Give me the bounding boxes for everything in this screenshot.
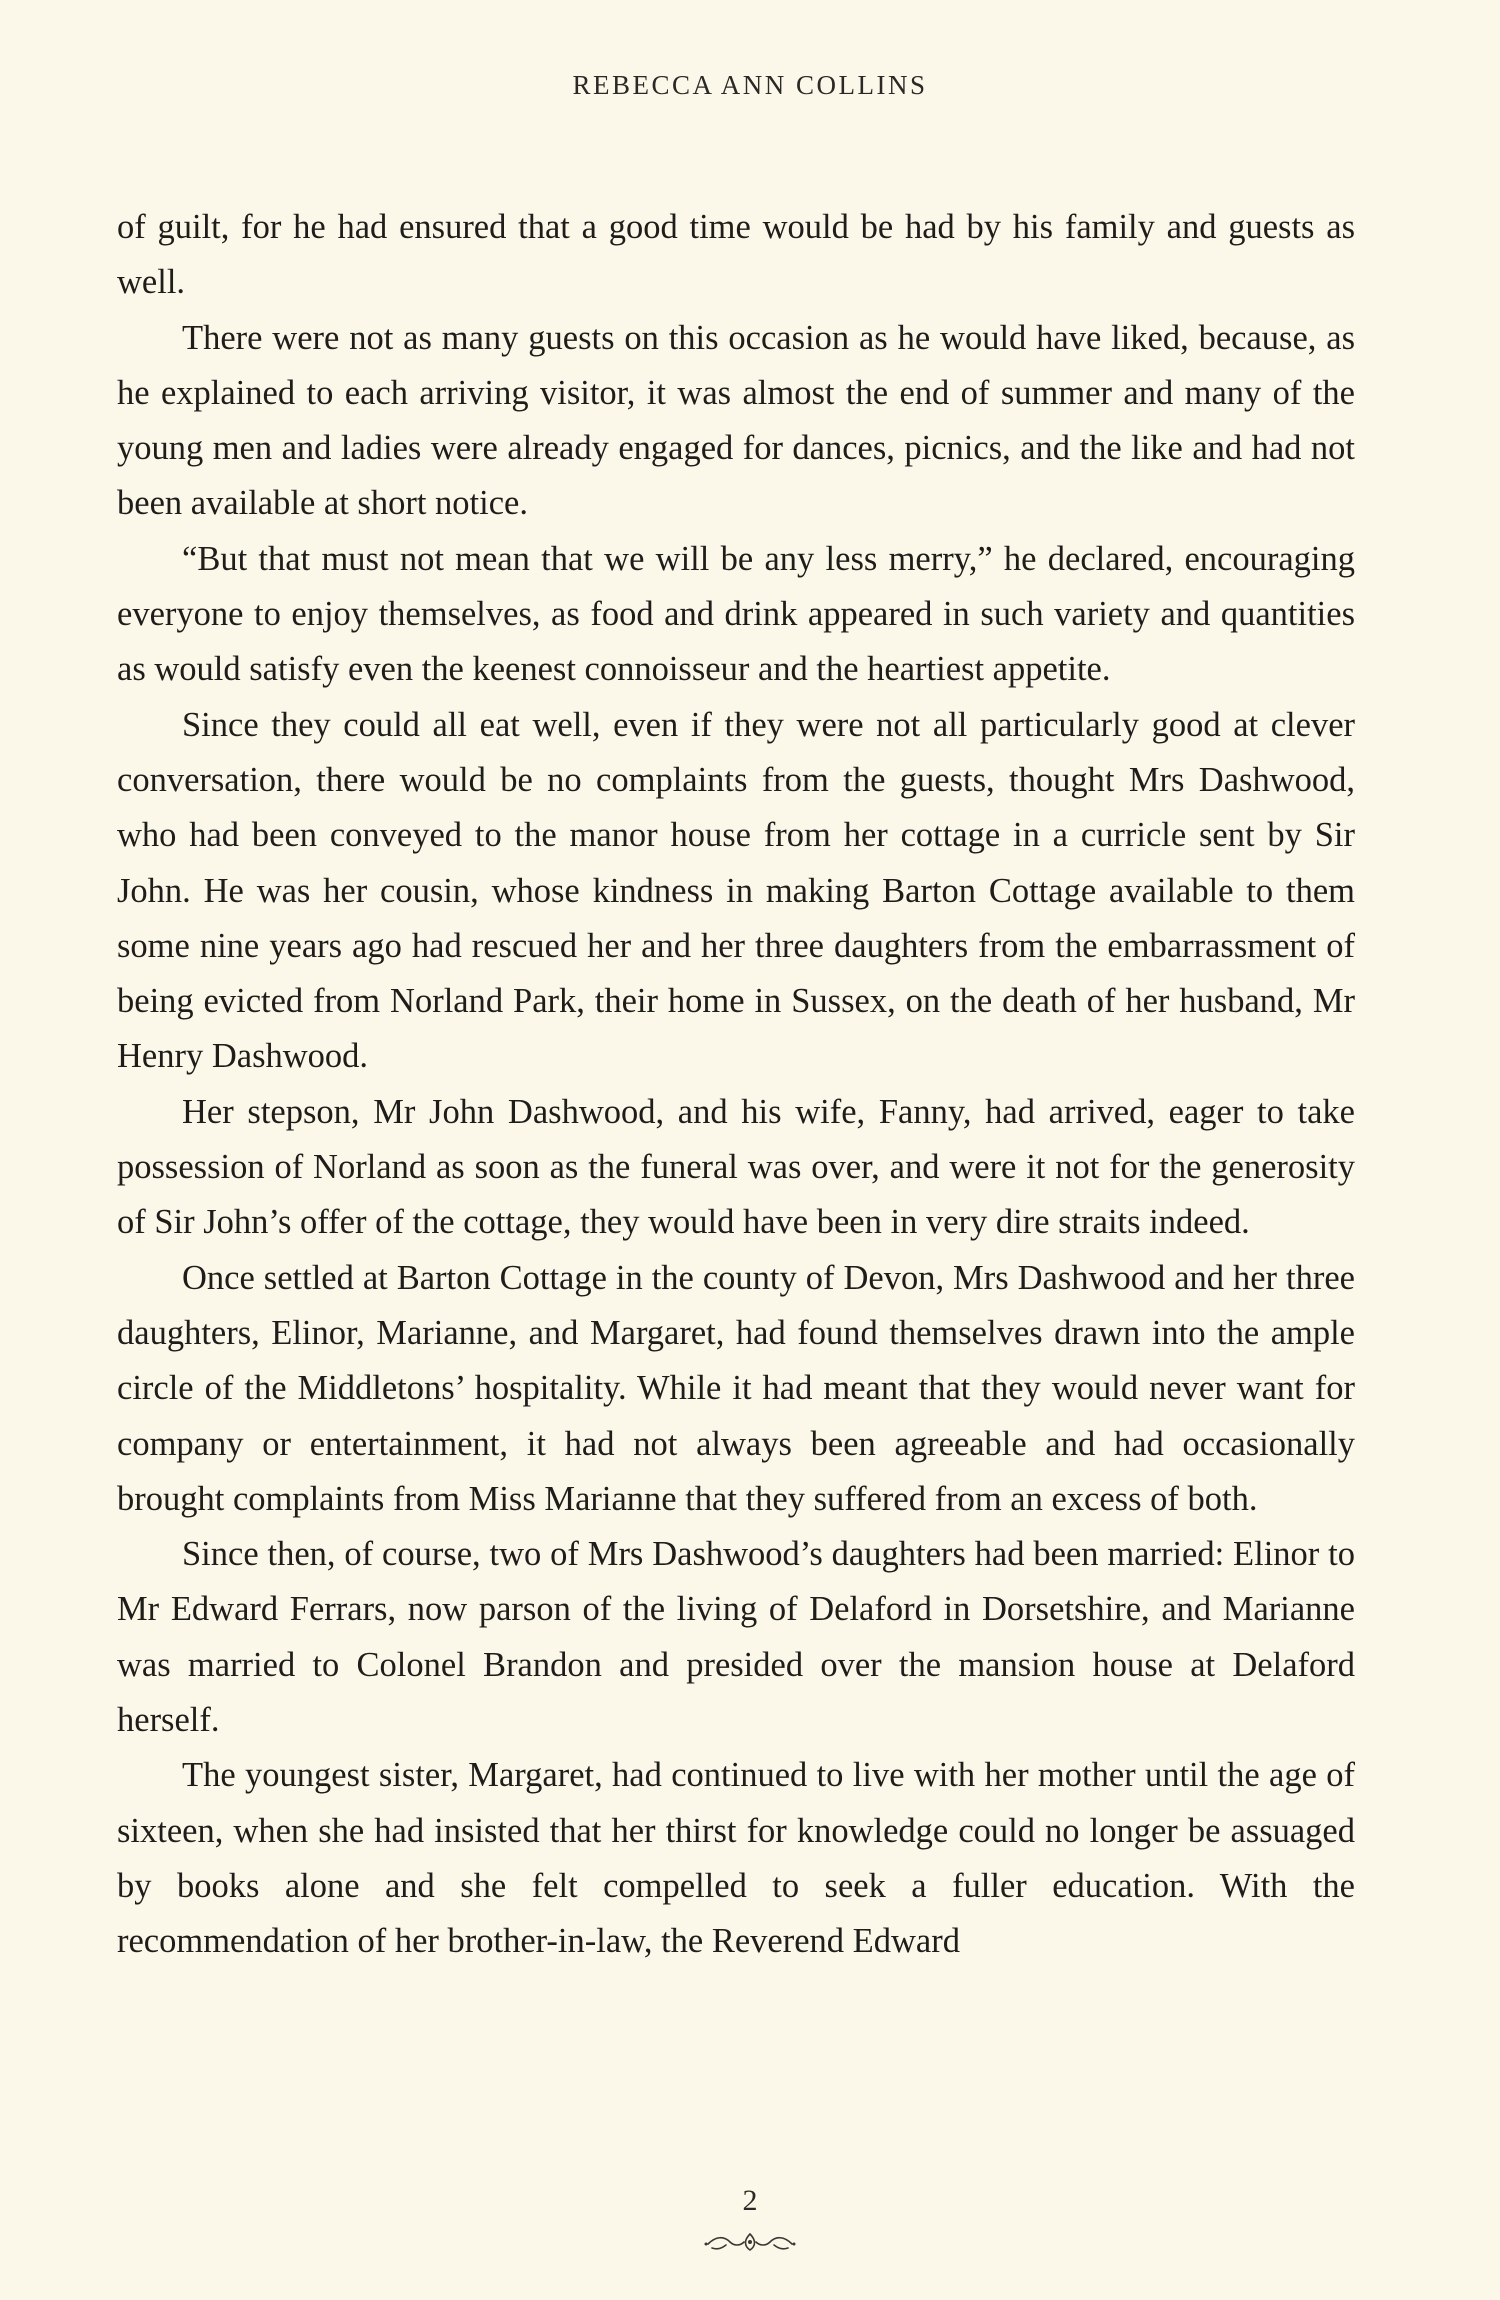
- text-body: [117, 200, 1355, 1970]
- paragraph: “But that must not mean that we will be any less merry,” he declared, encouraging everyone to enjoy themselves, as food and drink appeared in such variety and quantities as would satisfy even the keenest connoisseur and the heartiest appetite.: [117, 539, 1355, 689]
- paragraph: of guilt, for he had ensured that a good time would be had by his family and guests as well.: [117, 208, 1355, 302]
- paragraph: The youngest sister, Margaret, had continued to live with her mother until the age of sixteen, when she had insisted that her thirst for knowledge could no longer be assuaged by books alone and she felt compelled to seek a fuller education. With the recommendation of her brother-in-law, the Reverend Edward: [117, 1756, 1355, 1961]
- page-number: 2: [742, 2184, 758, 2217]
- running-head: REBECCA ANN COLLINS: [572, 70, 928, 100]
- paragraph: Once settled at Barton Cottage in the county of Devon, Mrs Dashwood and her three daughters, Elinor, Marianne, and Margaret, had found themselves drawn into the ample circle of the Middletons’ hospitality. While it had meant that they would never want for company or entertainment, it had not always been agreeable and had occasionally brought complaints from Miss Marianne that they suffered from an excess of both.: [117, 1258, 1355, 1518]
- paragraph: Since then, of course, two of Mrs Dashwood’s daughters had been married: Elinor to Mr Edward Ferrars, now parson of the living of Delaford in Dorsetshire, and Marianne was married to Colonel Brandon and presided over the mansion house at Delaford herself.: [117, 1535, 1355, 1740]
- floral-ornament-icon: [700, 2230, 800, 2254]
- paragraph: Her stepson, Mr John Dashwood, and his wife, Fanny, had arrived, eager to take possession of Norland as soon as the funeral was over, and were it not for the generosity of Sir John’s offer of the cottage, they would have been in very dire straits indeed.: [117, 1092, 1355, 1242]
- paragraph: There were not as many guests on this occasion as he would have liked, because, as he explained to each arriving visitor, it was almost the end of summer and many of the young men and ladies were already engaged for dances, picnics, and the like and had not been available at short notice.: [117, 318, 1355, 523]
- paragraph: Since they could all eat well, even if they were not all particularly good at clever conversation, there would be no complaints from the guests, thought Mrs Dashwood, who had been conveyed to the manor house from her cottage in a curricle sent by Sir John. He was her cousin, whose kindness in making Barton Cottage available to them some nine years ago had rescued her and her three daughters from the embarrassment of being evicted from Norland Park, their home in Sussex, on the death of her husband, Mr Henry Dashwood.: [117, 705, 1355, 1076]
